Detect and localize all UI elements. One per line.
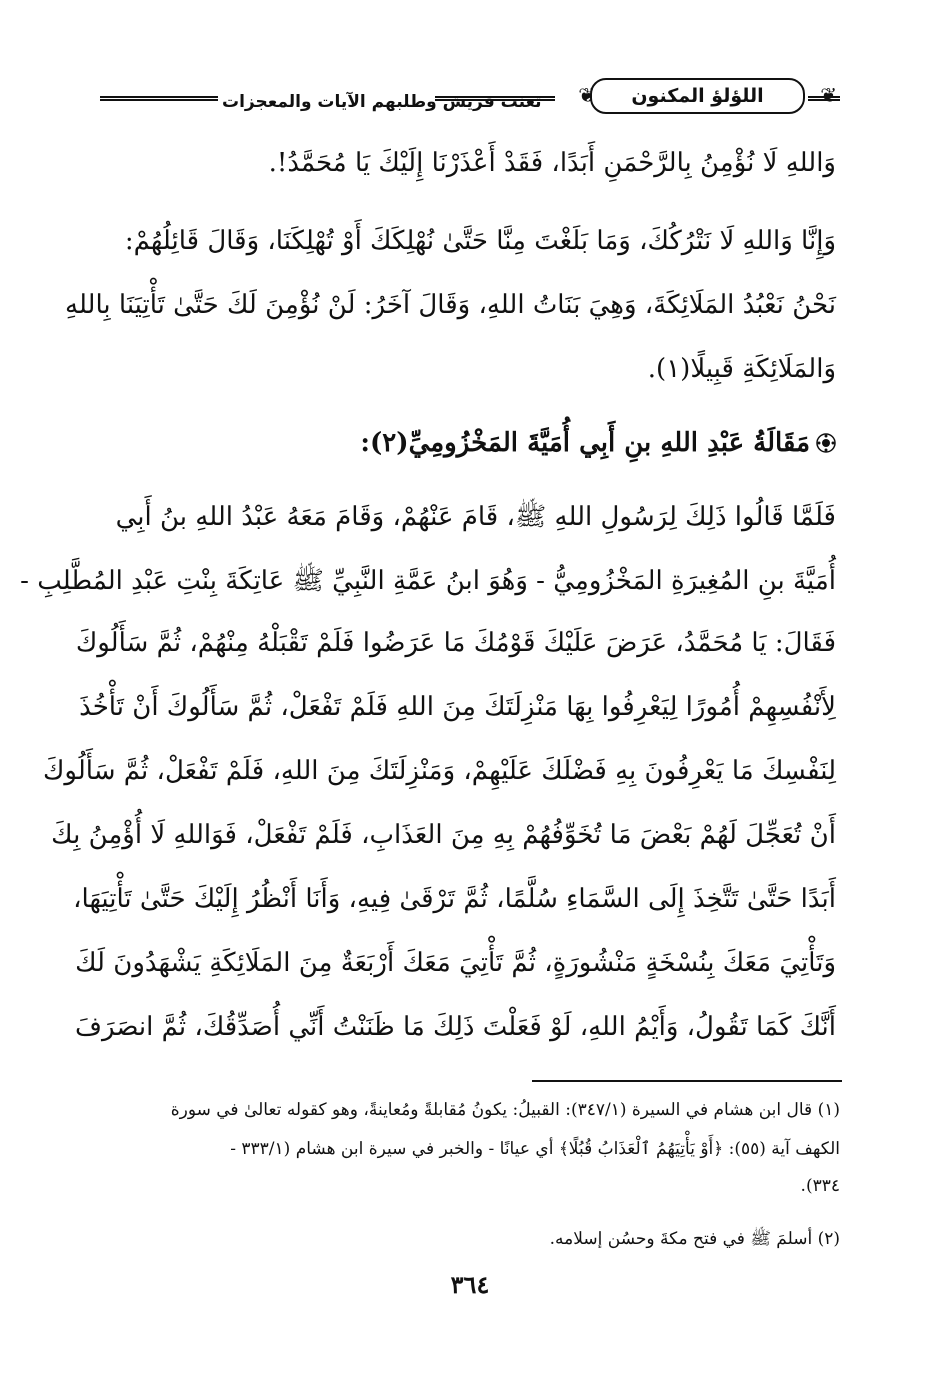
header-rule-right [808,96,840,101]
paragraph-line: أَنْ تُعَجِّلَ لَهُمْ بَعْضَ مَا تُخَوِّفُهُمْ بِهِ مِنَ العَذَابِ، فَلَمْ تَفْعَلْ، فَوَاللهِ لَا أُؤْمِنُ بِكَ [51,820,836,850]
paragraph-line: لِأَنْفُسِهِمْ أُمُورًا لِيَعْرِفُوا بِهَا مَنْزِلَتَكَ مِنَ اللهِ فَلَمْ تَفْعَلْ، ثُمَّ سَأَلُوكَ أَنْ تَأْخُذَ [79,692,836,722]
body-line: وَالمَلَائِكَةِ قَبِيلًا(١). [647,354,836,384]
flower-bullet-icon [816,433,836,453]
paragraph-line: أُمَيَّةَ بنِ المُغِيرَةِ المَخْزُومِيُّ - وَهُوَ ابنُ عَمَّةِ النَّبِيِّ ﷺ عَاتِكَةَ بِنْتِ عَبْدِ المُطَّلِبِ - [20,566,836,596]
running-header [100,72,845,118]
heading-text: مَقَالَةُ عَبْدِ اللهِ بنِ أَبِي أُمَيَّةَ المَخْزُومِيِّ(٢): [360,428,810,458]
footnote-line: الكهف آية (٥٥): ﴿أَوْ يَأْتِيَهُمُ ٱلْعَذَابُ قُبُلًا﴾ أي عيانًا - والخبر في سيرة ابن هشام (٣٣٣/١ - [230,1139,840,1159]
header-rule-middle [435,96,555,101]
footnote-line: (١) قال ابن هشام في السيرة (٣٤٧/١): القبيلُ: يكونُ مُقابلةً ومُعاينةً، وهو كقوله تعالىٰ في سورة [170,1100,840,1120]
body-line: نَحْنُ نَعْبُدُ المَلَائِكَةَ، وَهِيَ بَنَاتُ اللهِ، وَقَالَ آخَرُ: لَنْ نُؤْمِنَ لَكَ حَتَّىٰ تَأْتِيَنَا بِاللهِ [65,290,836,320]
footnote-divider [532,1080,842,1082]
paragraph-line: فَلَمَّا قَالُوا ذَلِكَ لِرَسُولِ اللهِ ﷺ، قَامَ عَنْهُمْ، وَقَامَ مَعَهُ عَبْدُ اللهِ بنُ أَبِي [115,502,836,532]
paragraph-line: أَنَّكَ كَمَا تَقُولُ، وَأَيْمُ اللهِ، لَوْ فَعَلْتَ ذَلِكَ مَا ظَنَنْتُ أَنِّي أُصَدِّقُكَ، ثُمَّ انصَرَفَ [75,1012,836,1042]
body-line: وَإِنَّا وَاللهِ لَا نَتْرُكُكَ، وَمَا بَلَغْتَ مِنَّا حَتَّىٰ نُهْلِكَكَ أَوْ تُهْلِكَنَا، وَقَالَ قَائِلُهُمْ: [124,226,836,256]
footnote-line: (٢) أسلمَ ﷺ في فتح مكةَ وحسُن إسلامه. [549,1229,840,1249]
header-rule-left [100,96,218,101]
ornament-icon: ❦ [578,83,595,107]
paragraph-line: لِنَفْسِكَ مَا يَعْرِفُونَ بِهِ فَضْلَكَ عَلَيْهِمْ، وَمَنْزِلَتَكَ مِنَ اللهِ، فَلَمْ تَفْعَلْ، ثُمَّ سَأَلُوكَ [43,756,836,786]
paragraph-line: فَقَالَ: يَا مُحَمَّدُ، عَرَضَ عَلَيْكَ قَوْمُكَ مَا عَرَضُوا فَلَمْ تَقْبَلْهُ مِنْهُمْ، ثُمَّ سَأَلُوكَ [75,628,836,658]
footnote-line: ٣٣٤). [800,1176,840,1196]
chapter-title: تعنت قريش وطلبهم الآيات والمعجزات [222,92,542,112]
section-heading [360,428,836,458]
page-number: ٣٦٤ [450,1270,490,1299]
body-line: وَاللهِ لَا نُؤْمِنُ بِالرَّحْمَنِ أَبَدًا، فَقَدْ أَعْذَرْنَا إِلَيْكَ يَا مُحَمَّدُ!. [268,148,836,178]
ornament-icon: ❦ [820,83,837,107]
book-title: اللؤلؤ المكنون [590,78,805,114]
paragraph-line: وَتَأْتِيَ مَعَكَ بِنُسْخَةٍ مَنْشُورَةٍ، ثُمَّ تَأْتِيَ مَعَكَ أَرْبَعَةٌ مِنَ المَلَائِكَةِ يَشْهَدُونَ لَكَ [75,948,836,978]
paragraph-line: أَبَدًا حَتَّىٰ تَتَّخِذَ إِلَى السَّمَاءِ سُلَّمًا، ثُمَّ تَرْقَىٰ فِيهِ، وَأَنَا أَنْظُرُ إِلَيْكَ حَتَّىٰ تَأْتِيَهَا، [73,884,836,914]
